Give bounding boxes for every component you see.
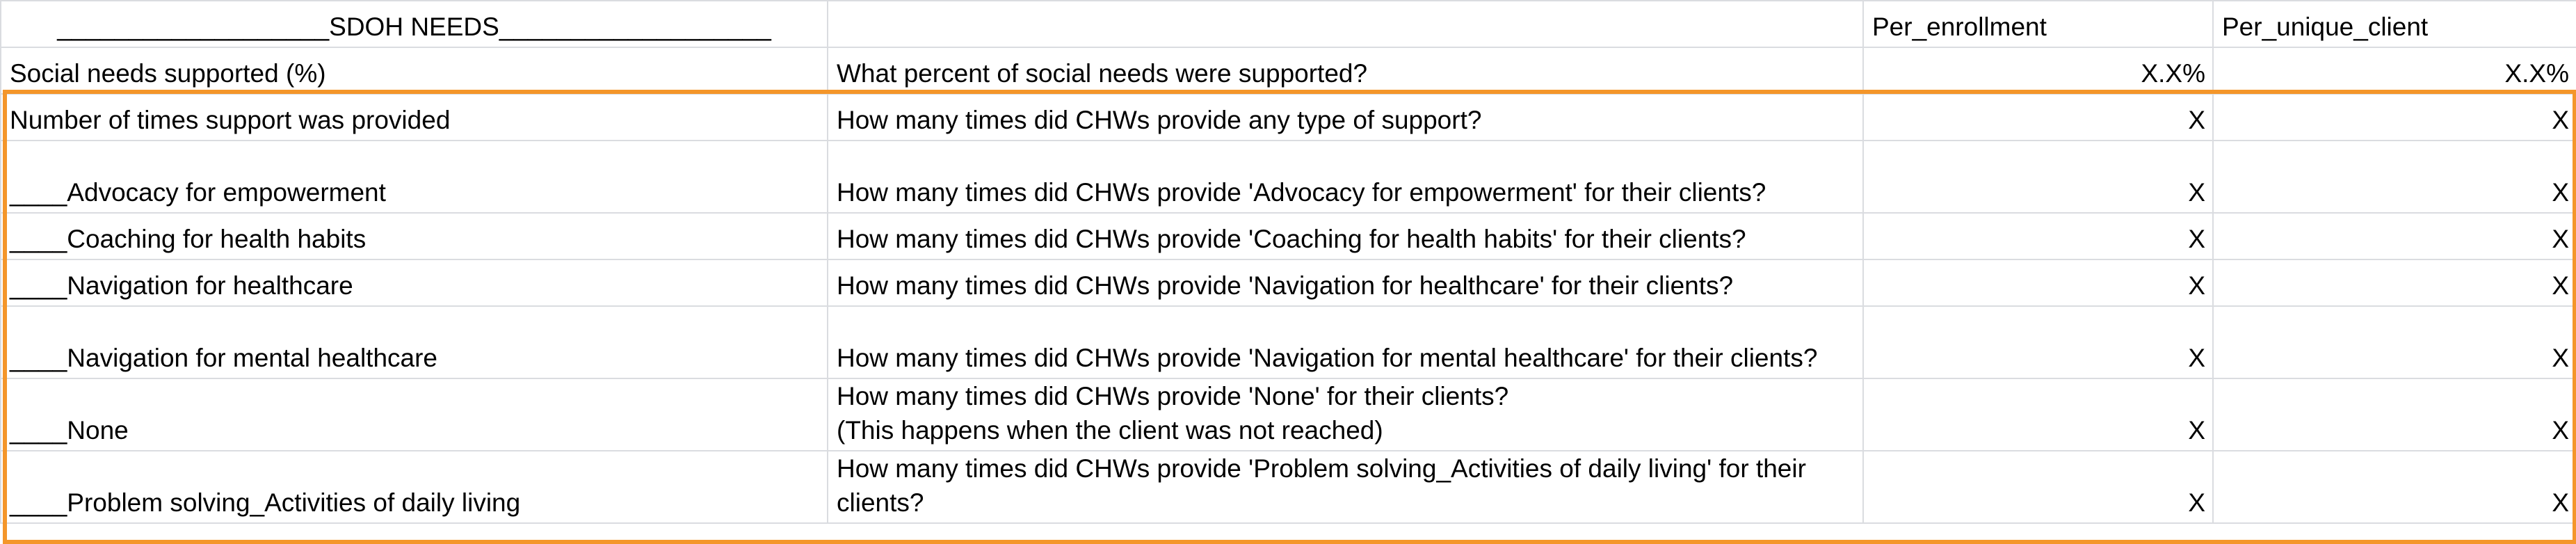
cell-label[interactable]: ____None	[1, 378, 828, 451]
cell-per-enrollment[interactable]: X	[1863, 378, 2213, 451]
cell-per-unique-client[interactable]: X	[2213, 94, 2576, 141]
cell-question[interactable]	[828, 378, 1863, 451]
cell-question[interactable]: How many times did CHWs provide 'Problem solving_Activities of daily living' for their clients?	[828, 451, 1863, 523]
cell-header-per-enrollment[interactable]: Per_enrollment	[1863, 1, 2213, 47]
cell-header-question[interactable]	[828, 1, 1863, 47]
cell-label[interactable]: Number of times support was provided	[1, 94, 828, 141]
table-row	[1, 259, 2576, 306]
cell-per-enrollment[interactable]: X.X%	[1863, 47, 2213, 94]
cell-question[interactable]: How many times did CHWs provide 'Navigation for mental healthcare' for their clients?	[828, 306, 1863, 378]
table-row	[1, 141, 2576, 213]
table-row	[1, 47, 2576, 94]
cell-per-enrollment[interactable]: X	[1863, 94, 2213, 141]
cell-label[interactable]: Social needs supported (%)	[1, 47, 828, 94]
cell-label[interactable]: ____Navigation for mental healthcare	[1, 306, 828, 378]
cell-per-unique-client[interactable]: X	[2213, 451, 2576, 523]
cell-per-enrollment[interactable]: X	[1863, 213, 2213, 259]
cell-question[interactable]: How many times did CHWs provide any type of support?	[828, 94, 1863, 141]
cell-label[interactable]: ____Coaching for health habits	[1, 213, 828, 259]
table-row	[1, 378, 2576, 451]
cell-header-title[interactable]: ___________________SDOH NEEDS___________________	[1, 1, 828, 47]
cell-per-enrollment[interactable]: X	[1863, 306, 2213, 378]
cell-per-unique-client[interactable]: X	[2213, 306, 2576, 378]
question-line-2: (This happens when the client was not reached)	[837, 416, 1383, 445]
cell-question[interactable]: How many times did CHWs provide 'Navigation for healthcare' for their clients?	[828, 259, 1863, 306]
cell-label[interactable]: ____Navigation for healthcare	[1, 259, 828, 306]
header-row	[1, 1, 2576, 47]
table-row	[1, 213, 2576, 259]
cell-per-enrollment[interactable]: X	[1863, 451, 2213, 523]
cell-header-per-unique-client[interactable]: Per_unique_client	[2213, 1, 2576, 47]
question-line-1: How many times did CHWs provide 'None' for their clients?	[837, 382, 1509, 410]
cell-question[interactable]: How many times did CHWs provide 'Advocacy for empowerment' for their clients?	[828, 141, 1863, 213]
cell-per-unique-client[interactable]: X	[2213, 141, 2576, 213]
table-row	[1, 306, 2576, 378]
cell-per-enrollment[interactable]: X	[1863, 141, 2213, 213]
cell-per-unique-client[interactable]: X.X%	[2213, 47, 2576, 94]
table-row	[1, 451, 2576, 523]
cell-per-unique-client[interactable]: X	[2213, 213, 2576, 259]
cell-question[interactable]: How many times did CHWs provide 'Coaching for health habits' for their clients?	[828, 213, 1863, 259]
cell-question[interactable]: What percent of social needs were supported?	[828, 47, 1863, 94]
cell-per-unique-client[interactable]: X	[2213, 378, 2576, 451]
cell-per-unique-client[interactable]: X	[2213, 259, 2576, 306]
cell-label[interactable]: ____Advocacy for empowerment	[1, 141, 828, 213]
cell-per-enrollment[interactable]: X	[1863, 259, 2213, 306]
cell-label[interactable]: ____Problem solving_Activities of daily living	[1, 451, 828, 523]
table-row	[1, 94, 2576, 141]
